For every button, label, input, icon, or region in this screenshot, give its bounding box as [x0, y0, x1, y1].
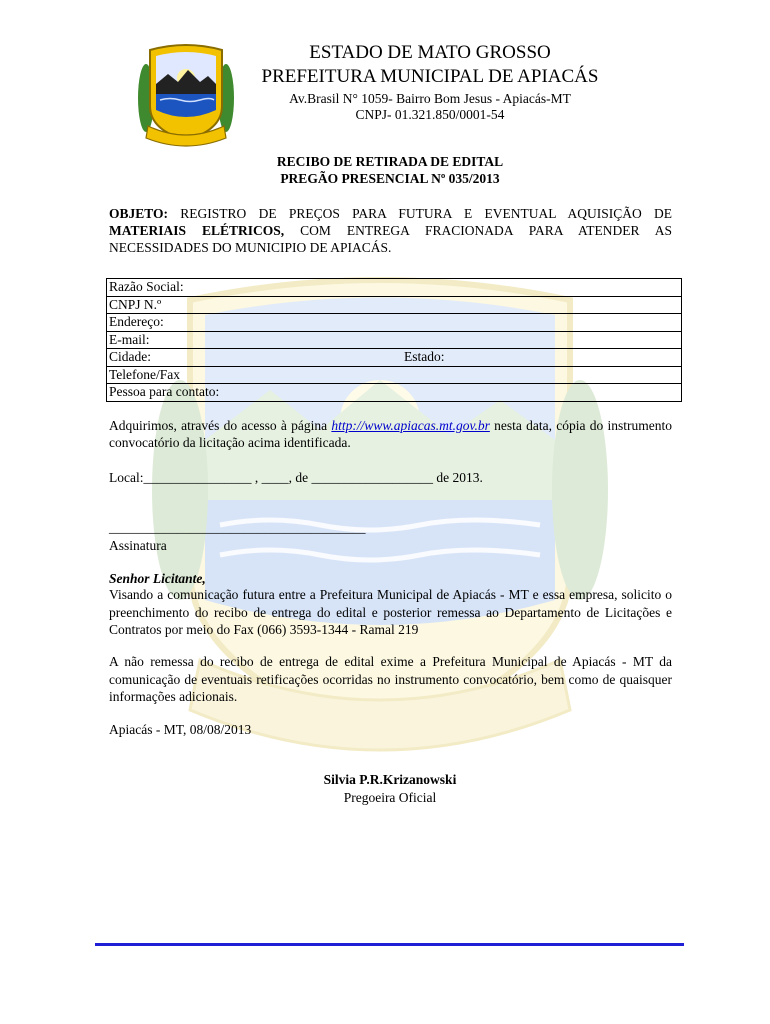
place-date: Apiacás - MT, 08/08/2013 [109, 722, 252, 737]
footer-rule [95, 943, 684, 946]
disclaimer-paragraph: A não remessa do recibo de entrega de edital exime a Prefeitura Municipal de Apiacás - MT da comunicação de eventuais retificações ocorridas no instrumento convocatório, bem como de quaisquer informações adicionais. [109, 654, 672, 704]
objeto-text-a: REGISTRO DE PREÇOS PARA FUTURA E EVENTUAL AQUISIÇÃO DE [168, 206, 672, 221]
form-label-cidade: Cidade: [109, 349, 151, 364]
form-row-email[interactable] [107, 332, 681, 350]
signature-line: ______________________________________ [109, 520, 366, 535]
acquisition-text-before: Adquirimos, através do acesso à página [109, 418, 332, 433]
header-address: Av.Brasil N° 1059- Bairro Bom Jesus - Apiacás-MT [289, 91, 571, 106]
local-date-line: Local:________________ , ____, de __________________ de 2013. [109, 470, 483, 485]
form-row-telefone[interactable] [107, 367, 681, 385]
form-row-cidade[interactable] [107, 349, 681, 367]
form-label-email: E-mail: [109, 331, 150, 347]
form-label-estado: Estado: [404, 349, 445, 364]
objeto-bold: MATERIAIS ELÉTRICOS, [109, 223, 285, 238]
communication-paragraph: Visando a comunicação futura entre a Prefeitura Municipal de Apiacás - MT e essa empresa, solicito o preenchimento do recibo de entrega do edital e posterior remessa ao Departamento de Licitações e Contratos por meio do Fax (066) 3593-1344 - Ramal 219 [109, 587, 672, 637]
form-label-telefone: Telefone/Fax [109, 366, 181, 382]
signature-label: Assinatura [109, 538, 167, 553]
form-row-contato[interactable] [107, 384, 681, 401]
form-label-endereco: Endereço: [109, 314, 164, 329]
salutation: Senhor Licitante, [109, 571, 206, 586]
header-prefeitura: PREFEITURA MUNICIPAL DE APIACÁS [261, 66, 599, 87]
form-label-razao: Razão Social: [109, 279, 184, 294]
form-row-endereco[interactable] [107, 314, 681, 332]
form-label-contato: Pessoa para contato: [109, 384, 220, 399]
objeto-text-c: COM ENTREGA FRACIONADA PARA ATENDER AS NECESSIDADES DO MUNICIPIO DE APIACÁS. [109, 223, 672, 255]
objeto-label: OBJETO: [109, 206, 169, 221]
form-label-cnpj: CNPJ N.º [109, 296, 162, 312]
website-link[interactable]: http://www.apiacas.mt.gov.br [331, 418, 490, 433]
form-row-razao[interactable] [107, 279, 681, 297]
objeto-paragraph [109, 205, 672, 256]
document-title: RECIBO DE RETIRADA DE EDITAL [276, 154, 504, 169]
company-info-form [106, 278, 682, 402]
signer-name: Silvia P.R.Krizanowski [323, 772, 457, 787]
signer-role: Pregoeira Oficial [343, 790, 437, 805]
document-subtitle: PREGÃO PRESENCIAL Nº 035/2013 [280, 171, 500, 186]
acquisition-text-after: nesta data, cópia do instrumento convocatório da licitação acima identificada. [109, 418, 673, 450]
acquisition-paragraph [109, 417, 672, 451]
form-row-cnpj[interactable] [107, 297, 681, 315]
header-state: ESTADO DE MATO GROSSO [309, 42, 551, 63]
header-cnpj: CNPJ- 01.321.850/0001-54 [355, 107, 505, 122]
